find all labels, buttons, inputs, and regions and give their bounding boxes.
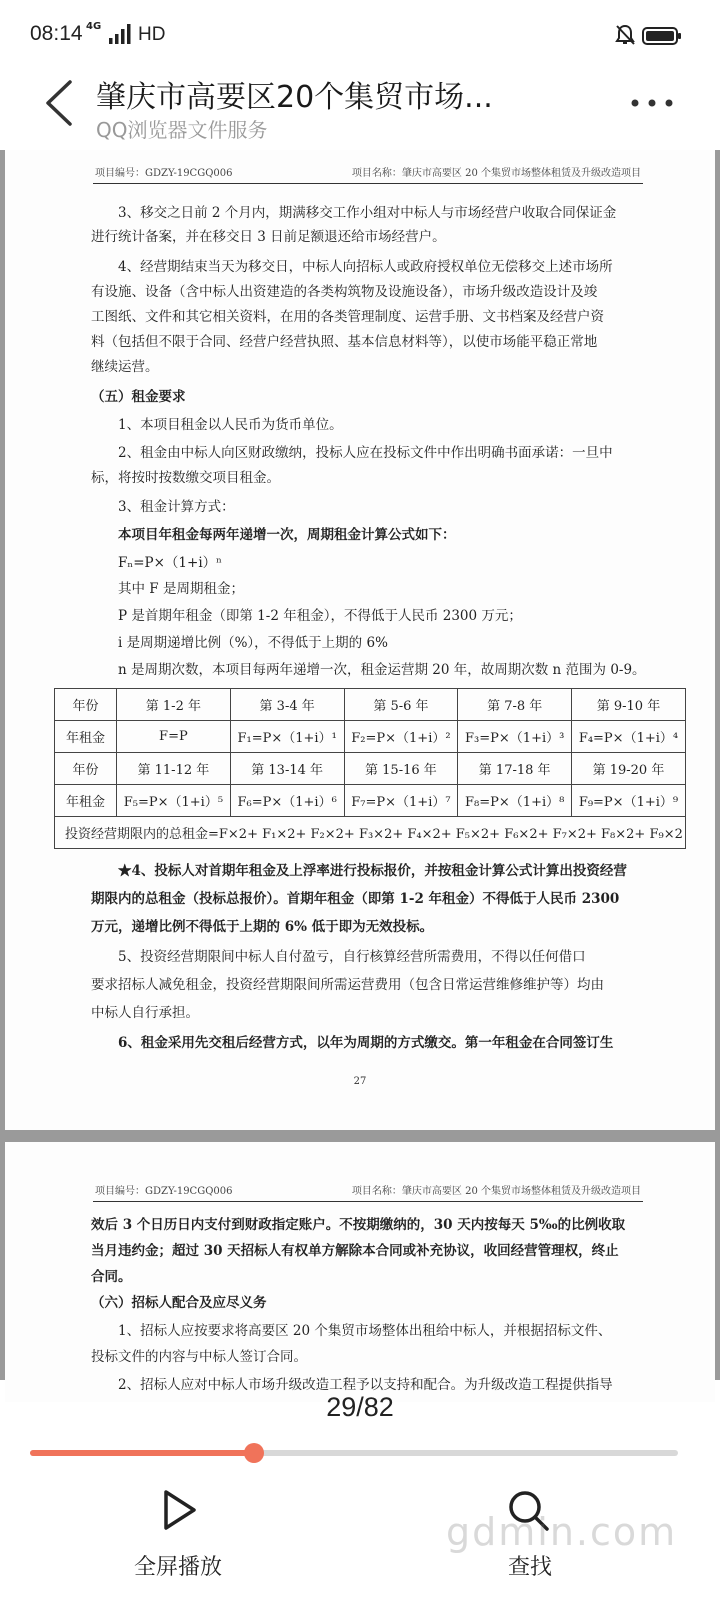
table-cell: 第 1-2 年 xyxy=(117,689,231,721)
title-bar xyxy=(0,70,720,150)
table-cell: F₁=P×（1+i）¹ xyxy=(230,721,344,753)
paragraph-line: 中标人自行承担。 xyxy=(91,1005,199,1021)
total-rent-formula: 投资经营期限内的总租金=F×2+ F₁×2+ F₂×2+ F₃×2+ F₄×2+ F₅×2+ F₆×2+ F₇×2+ F₈×2+ F₉×2 xyxy=(55,817,686,849)
paragraph-line: 1、招标人应按要求将高要区 20 个集贸市场整体出租给中标人，并根据招标文件、 xyxy=(118,1323,612,1339)
paragraph-line: 其中 F 是周期租金； xyxy=(118,581,244,597)
paragraph-line: ★4、投标人对首期年租金及上浮率进行投标报价，并按租金计算公式计算出投资经营 xyxy=(118,863,627,879)
document-viewer[interactable] xyxy=(0,150,720,1393)
paragraph-line: 万元，递增比例不得低于上期的 6% 低于即为无效投标。 xyxy=(91,919,434,935)
document-header xyxy=(93,1180,643,1202)
fullscreen-play-button[interactable] xyxy=(68,1484,288,1600)
table-cell: 第 3-4 年 xyxy=(230,689,344,721)
rent-table xyxy=(54,688,686,849)
paragraph-line: 2、租金由中标人向区财政缴纳，投标人应在投标文件中作出明确书面承诺：一旦中 xyxy=(118,445,613,461)
back-arrow-icon[interactable] xyxy=(42,78,76,128)
progress-fill xyxy=(30,1450,254,1456)
section-heading: （五）租金要求 xyxy=(91,389,186,405)
paragraph-line: 进行统计备案，并在移交日 3 日前足额退还给市场经营户。 xyxy=(91,229,446,245)
paragraph-line: 料（包括但不限于合同、经营户经营执照、基本信息材料等），以使市场能平稳正常地 xyxy=(91,334,598,350)
bell-muted-icon xyxy=(614,24,636,46)
more-options-icon[interactable] xyxy=(630,98,674,108)
battery-icon xyxy=(642,26,682,46)
table-row xyxy=(55,817,686,849)
document-page xyxy=(5,1142,715,1402)
table-row xyxy=(55,753,686,785)
play-icon xyxy=(154,1486,202,1534)
paragraph-line: 6、租金采用先交租后经营方式，以年为周期的方式缴交。第一年租金在合同签订生 xyxy=(118,1035,614,1051)
table-cell: F=P xyxy=(117,721,231,753)
page-subtitle: QQ浏览器文件服务 xyxy=(96,118,268,142)
project-number: 项目编号：GDZY-19CGQ006 xyxy=(95,1186,233,1197)
paragraph-line: 合同。 xyxy=(91,1269,132,1285)
watermark: gdmin.com xyxy=(446,1510,678,1554)
table-row xyxy=(55,689,686,721)
table-cell: 年租金 xyxy=(55,721,117,753)
paragraph-line: 有设施、设备（含中标人出资建造的各类构筑物及设施设备），市场升级改造设计及竣 xyxy=(91,284,598,300)
document-header xyxy=(93,162,643,184)
paragraph-line: 投标文件的内容与中标人签订合同。 xyxy=(91,1349,307,1365)
table-cell: F₆=P×（1+i）⁶ xyxy=(230,785,344,817)
page-indicator: 29/82 xyxy=(326,1392,394,1422)
table-cell: F₂=P×（1+i）² xyxy=(344,721,458,753)
project-name: 项目名称：肇庆市高要区 20 个集贸市场整体租赁及升级改造项目 xyxy=(351,168,641,179)
table-cell: 年份 xyxy=(55,689,117,721)
paragraph-line: 工图纸、文件和其它相关资料，在用的各类管理制度、运营手册、文书档案及经营户资 xyxy=(91,309,604,325)
table-cell: 第 7-8 年 xyxy=(458,689,572,721)
paragraph-line: 3、租金计算方式： xyxy=(118,499,235,515)
table-cell: 第 17-18 年 xyxy=(458,753,572,785)
table-cell: 第 5-6 年 xyxy=(344,689,458,721)
table-cell: 第 9-10 年 xyxy=(572,689,686,721)
table-cell: F₉=P×（1+i）⁹ xyxy=(572,785,686,817)
page-title: 肇庆市高要区20个集贸市场... xyxy=(96,80,493,115)
project-number: 项目编号：GDZY-19CGQ006 xyxy=(95,168,233,179)
status-time: 08:14 xyxy=(30,22,83,45)
paragraph-line: P 是首期年租金（即第 1-2 年租金），不得低于人民币 2300 万元； xyxy=(118,608,522,624)
table-cell: 第 19-20 年 xyxy=(572,753,686,785)
page-number: 27 xyxy=(353,1076,367,1087)
formula: Fₙ=P×（1+i）ⁿ xyxy=(118,555,222,571)
section-heading: （六）招标人配合及应尽义务 xyxy=(91,1295,267,1311)
paragraph-line: 标，将按时按数缴交项目租金。 xyxy=(91,470,280,486)
table-cell: F₅=P×（1+i）⁵ xyxy=(117,785,231,817)
paragraph-line: 2、招标人应对中标人市场升级改造工程予以支持和配合。为升级改造工程提供指导 xyxy=(118,1377,613,1393)
paragraph-line: 效后 3 个日历日内支付到财政指定账户。不按期缴纳的，30 天内按每天 5‰的比例收取 xyxy=(91,1217,626,1233)
table-row xyxy=(55,721,686,753)
paragraph-line: n 是周期次数，本项目每两年递增一次，租金运营期 20 年，故周期次数 n 范围为 0-9。 xyxy=(118,662,646,678)
fullscreen-play-label: 全屏播放 xyxy=(133,1555,222,1580)
paragraph-line: 继续运营。 xyxy=(91,359,159,375)
table-row xyxy=(55,785,686,817)
paragraph-line: 当月违约金；超过 30 天招标人有权单方解除本合同或补充协议，收回经营管理权，终止 xyxy=(91,1243,619,1259)
paragraph-line: 4、经营期结束当天为移交日，中标人向招标人或政府授权单位无偿移交上述市场所 xyxy=(118,259,613,275)
network-type-label: 4G xyxy=(86,21,102,32)
table-cell: 年份 xyxy=(55,753,117,785)
table-cell: 第 15-16 年 xyxy=(344,753,458,785)
table-cell: F₈=P×（1+i）⁸ xyxy=(458,785,572,817)
status-bar xyxy=(0,0,720,70)
project-name: 项目名称：肇庆市高要区 20 个集贸市场整体租赁及升级改造项目 xyxy=(351,1186,641,1197)
table-cell: F₄=P×（1+i）⁴ xyxy=(572,721,686,753)
progress-handle[interactable] xyxy=(244,1443,264,1463)
paragraph-line: i 是周期递增比例（%），不得低于上期的 6% xyxy=(118,635,388,651)
table-cell: F₇=P×（1+i）⁷ xyxy=(344,785,458,817)
paragraph-line: 1、本项目租金以人民币为货币单位。 xyxy=(118,417,343,433)
hd-label: HD xyxy=(138,24,166,45)
formula-intro: 本项目年租金每两年递增一次，周期租金计算公式如下： xyxy=(118,527,456,543)
paragraph-line: 期限内的总租金（投标总报价）。首期年租金（即第 1-2 年租金）不得低于人民币 2300 xyxy=(91,891,620,907)
paragraph-line: 要求招标人减免租金，投资经营期限间所需运营费用（包含日常运营维修维护等）均由 xyxy=(91,977,604,993)
table-cell: 第 13-14 年 xyxy=(230,753,344,785)
find-label: 查找 xyxy=(507,1555,552,1580)
paragraph-line: 5、投资经营期限间中标人自付盈亏，自行核算经营所需费用，不得以任何借口 xyxy=(118,949,586,965)
paragraph-line: 3、移交之日前 2 个月内，期满移交工作小组对中标人与市场经营户收取合同保证金 xyxy=(118,205,617,221)
table-cell: 年租金 xyxy=(55,785,117,817)
document-page xyxy=(5,150,715,1130)
signal-icon xyxy=(108,24,132,44)
table-cell: 第 11-12 年 xyxy=(117,753,231,785)
page-progress-slider[interactable] xyxy=(30,1450,678,1456)
table-cell: F₃=P×（1+i）³ xyxy=(458,721,572,753)
